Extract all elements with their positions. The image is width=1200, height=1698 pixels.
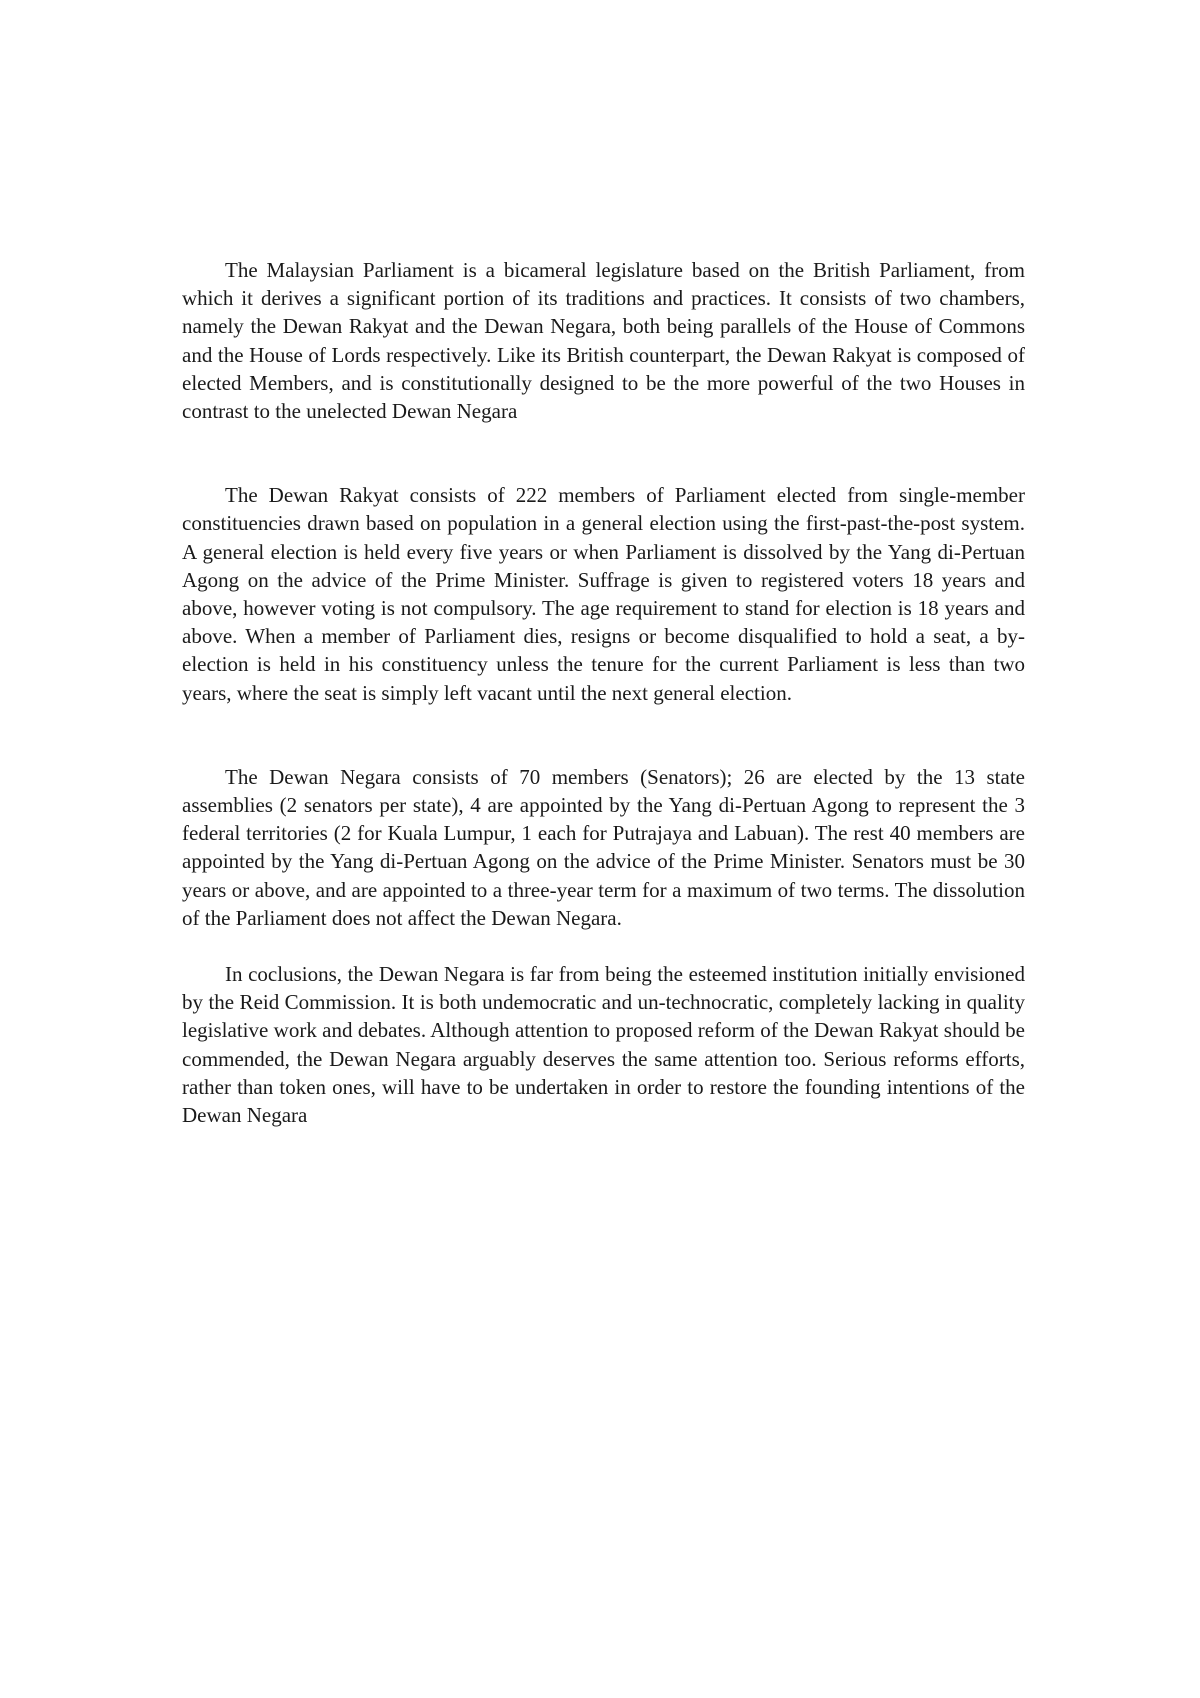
paragraph-dewan-negara: The Dewan Negara consists of 70 members (Senators); 26 are elected by the 13 state assemblies (2 senators per state), 4 are appointed by the Yang di-Pertuan Agong to represent the 3 federal territories (2 for Kuala Lumpur, 1 each for Putrajaya and Labuan). The rest 40 members are appointed by the Yang di-Pertuan Agong on the advice of the Prime Minister. Senators must be 30 years or above, and are appointed to a three-year term for a maximum of two terms. The dissolution of the Parliament does not affect the Dewan Negara. [182,764,1025,930]
paragraph-parliament-overview: The Malaysian Parliament is a bicameral legislature based on the British Parliament, from which it derives a significant portion of its traditions and practices. It consists of two chambers, namely the Dewan Rakyat and the Dewan Negara, both being parallels of the House of Commons and the House of Lords respectively. Like its British counterpart, the Dewan Rakyat is composed of elected Members, and is constitutionally designed to be the more powerful of the two Houses in contrast to the unelected Dewan Negara [182,258,1025,424]
paragraph-dewan-rakyat: The Dewan Rakyat consists of 222 members of Parliament elected from single-member constituencies drawn based on population in a general election using the first-past-the-post system. A general election is held every five years or when Parliament is dissolved by the Yang di-Pertuan Agong on the advice of the Prime Minister. Suffrage is given to registered voters 18 years and above, however voting is not compulsory. The age requirement to stand for election is 18 years and above. When a member of Parliament dies, resigns or become disqualified to hold a seat, a by-election is held in his constituency unless the tenure for the current Parliament is less than two years, where the seat is simply left vacant until the next general election. [182,483,1025,705]
paragraph-conclusion: In coclusions, the Dewan Negara is far from being the esteemed institution initially envisioned by the Reid Commission. It is both undemocratic and un-technocratic, completely lacking in quality legislative work and debates. Although attention to proposed reform of the Dewan Rakyat should be commended, the Dewan Negara arguably deserves the same attention too. Serious reforms efforts, rather than token ones, will have to be undertaken in order to restore the founding intentions of the Dewan Negara [182,962,1025,1128]
document-body [182,256,1025,1129]
